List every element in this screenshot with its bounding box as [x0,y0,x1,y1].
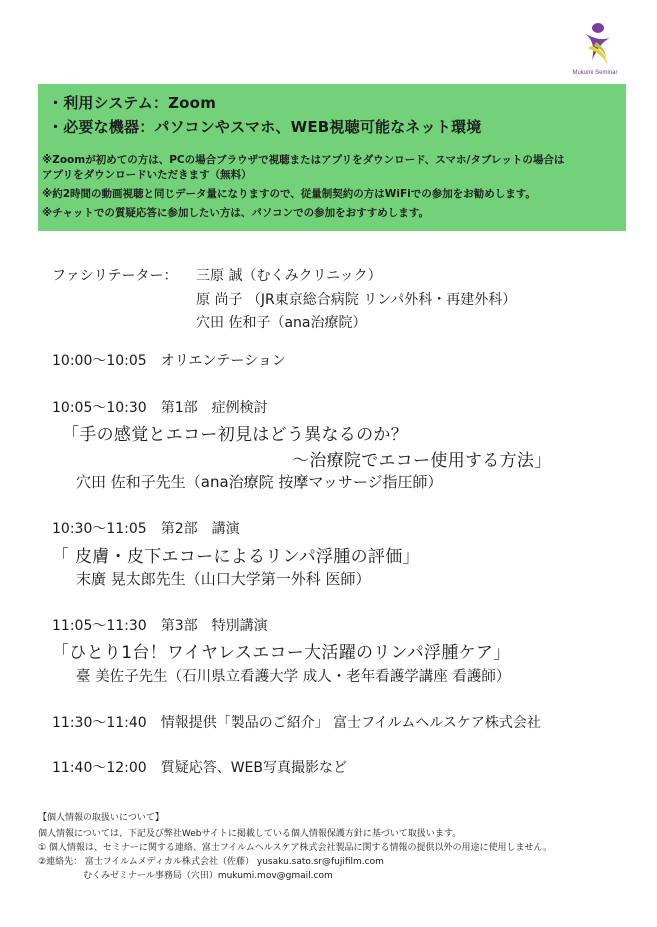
part1-time: 10:05〜10:30 第1部 症例検討 [52,400,268,416]
note-line: ※Zoomが初めての方は、PCの場合ブラウザで視聴またはアプリをダウンロード、スマホ/タブレットの場合は [42,154,565,166]
part3-time: 11:05〜11:30 第3部 特別講演 [52,618,268,634]
facilitator-name: 穴田 佐和子（ana治療院） [196,315,367,331]
part1-title-line2: 〜治療院でエコー使用する方法」 [292,451,552,471]
part2-title: 「 皮膚・皮下エコーによるリンパ浮腫の評価」 [52,547,420,567]
facilitator-label: ファシリテーター： [52,268,178,284]
privacy-line: 個人情報については、下記及び弊社Webサイトに掲載している個人情報保護方針に基づいて取扱います。 [38,829,462,839]
note-line: ※約2時間の動画視聴と同じデータ量になりますので、従量制契約の方はWiFiでの参加をお勧めします。 [42,188,536,200]
privacy-line: ① 個人情報は、セミナーに関する連絡、富士フイルムヘルスケア株式会社製品に関する情報の提供以外の用途に使用しません。 [38,843,553,853]
system-requirement: ・利用システム：Zoom [48,94,217,112]
note-line: ※チャットでの質疑応答に参加したい方は、パソコンでの参加をおすすめします。 [42,207,429,219]
facilitator-name: 三原 誠（むくみクリニック） [196,268,382,284]
logo-figure-icon [562,18,628,70]
device-requirement: ・必要な機器：パソコンやスマホ、WEB視聴可能なネット環境 [48,118,482,136]
requirements-box [38,84,626,231]
privacy-contact: ②連絡先： 富士フイルムメディカル株式会社（佐藤） yusaku.sato.sr@fujifilm.com [38,857,384,867]
privacy-contact: むくみゼミナール事務局（穴田）mukumi.mov@gmail.com [38,871,333,881]
orientation-slot: 10:00〜10:05 オリエンテーション [52,353,286,369]
qa-slot: 11:40〜12:00 質疑応答、WEB写真撮影など [52,760,347,776]
mukumi-seminar-logo [562,18,628,82]
part2-speaker: 末廣 晃太郎先生（山口大学第一外科 医師） [76,570,371,588]
facilitator-name: 原 尚子 （JR東京総合病院 リンパ外科・再建外科） [196,292,517,308]
part3-speaker: 臺 美佐子先生（石川県立看護大学 成人・老年看護学講座 看護師） [76,669,511,685]
note-line: アプリをダウンロードいただきます（無料） [42,169,252,181]
part1-title-line1: 「手の感覚とエコー初見はどう異なるのか？ [62,425,408,445]
logo-text: Mukumi Seminar [572,70,618,76]
part1-speaker: 穴田 佐和子先生（ana治療院 按摩マッサージ指圧師） [76,473,443,491]
privacy-heading: 【個人情報の取扱いについて】 [38,813,164,823]
part3-title: 「ひとり1台！ワイヤレスエコー大活躍のリンパ浮腫ケア」 [52,643,511,663]
part2-time: 10:30〜11:05 第2部 講演 [52,521,240,537]
info-slot: 11:30〜11:40 情報提供「製品のご紹介」 富士フイルムヘルスケア株式会社 [52,715,541,731]
